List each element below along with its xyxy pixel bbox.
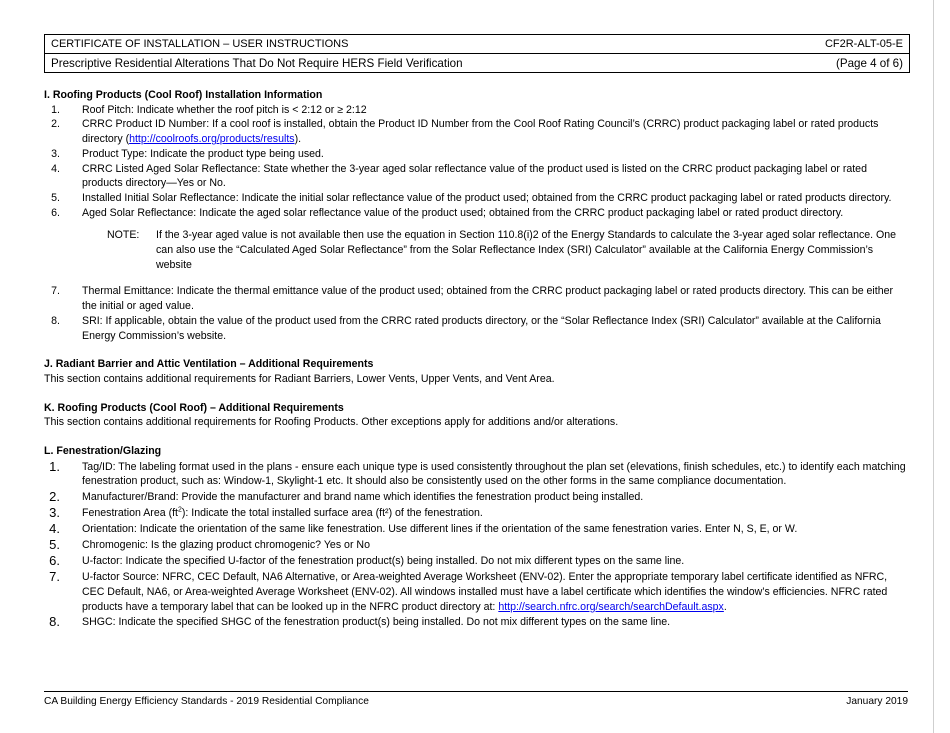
- note-text: If the 3-year aged value is not available then use the equation in Section 110.8(i)2 of the Energy Standards to calculate the 3-year aged solar reflectance. One can also use the “Calculated Aged Solar Reflectance” from the Solar Reflectance Index (SRI) Calculator” available at the California Energy Commission’s website: [156, 229, 897, 271]
- section-i-list-continued: [44, 284, 908, 343]
- coolroofs-link[interactable]: http://coolroofs.org/products/results: [129, 133, 295, 146]
- section-k-title: K. Roofing Products (Cool Roof) – Additional Requirements: [44, 401, 344, 414]
- list-item: 6. U-factor: Indicate the specified U-factor of the fenestration product(s) being installed. Do not mix different types on the same line.: [49, 553, 685, 569]
- header-title: CERTIFICATE OF INSTALLATION – USER INSTRUCTIONS: [51, 38, 349, 50]
- section-j-description: This section contains additional requirements for Radiant Barriers, Lower Vents, Upper Vents, and Vent Area.: [44, 372, 555, 385]
- list-item: 8. SRI: If applicable, obtain the value of the product used from the CRRC rated products directory, or the “Solar Reflectance Index (SRI) Calculator” available at the California Energy Commission’s website.: [51, 314, 881, 342]
- list-item: 7. U-factor Source: NFRC, CEC Default, NA6 Alternative, or Area-weighted Average Worksheet (ENV-02). Enter the appropriate temporary label certificate identified as NFRC, CEC Default, NA6, or Area-weighted Average Worksheet (ENV-02). All windows installed must have a label certificate which identifies the window’s efficiencies. NFRC rated products have a temporary label that can be looked up in the NFRC product directory at: http://search.nfrc.org/search/searchDefault.aspx.: [49, 569, 888, 613]
- list-item: 2. Manufacturer/Brand: Provide the manufacturer and brand name which identifies the fenestration product being installed.: [49, 489, 644, 505]
- list-item: 2. CRRC Product ID Number: If a cool roof is installed, obtain the Product ID Number from the Cool Roof Rating Council’s (CRRC) product packaging label or rated products directory (http://coolroofs.org/products/results).: [51, 118, 879, 146]
- section-i-title: I. Roofing Products (Cool Roof) Installation Information: [44, 89, 323, 101]
- note-label: NOTE:: [107, 229, 140, 242]
- aged-value-note: [44, 228, 908, 272]
- header-form-id: CF2R-ALT-05-E: [824, 38, 903, 50]
- section-k-description: This section contains additional requirements for Roofing Products. Other exceptions apply for additions and/or alterations.: [44, 416, 619, 429]
- list-item: 5. Chromogenic: Is the glazing product chromogenic? Yes or No: [49, 537, 370, 553]
- instructions-body: [44, 88, 908, 630]
- list-item: 3. Fenestration Area $(ft^2)$: Indicate the total installed surface area (ft²) of the fenestration.: [49, 505, 483, 521]
- header-page-number: (Page 4 of 6): [835, 57, 903, 70]
- section-l-list: [44, 459, 908, 631]
- page-footer: [44, 691, 908, 710]
- header-subtitle: Prescriptive Residential Alterations That Do Not Require HERS Field Verification: [51, 57, 463, 70]
- list-item: 7. Thermal Emittance: Indicate the thermal emittance value of the product used; obtained from the CRRC product packaging label or rated products directory. This can be either the initial or aged value.: [51, 285, 894, 313]
- form-header: [44, 34, 910, 73]
- header-row-title: [45, 35, 909, 53]
- page-edge-line: [933, 0, 934, 733]
- list-item: 1. Roof Pitch: Indicate whether the roof pitch is < 2:12 or ≥ 2:12: [51, 103, 367, 116]
- header-row-subtitle: [45, 53, 909, 72]
- list-item: 4. Orientation: Indicate the orientation of the same like fenestration. Use different lines if the orientation of the same fenestration varies. Enter N, S, E, or W.: [49, 521, 798, 537]
- list-item: 5. Installed Initial Solar Reflectance: Indicate the initial solar reflectance value of the product used; obtained from the CRRC product packaging label or rated products directory.: [51, 191, 892, 204]
- footer-date: January 2019: [846, 696, 908, 707]
- section-l-title: L. Fenestration/Glazing: [44, 445, 162, 458]
- list-item: 1. Tag/ID: The labeling format used in the plans - ensure each unique type is used consistently throughout the plan set (elevations, finish schedules, etc.) to identify each matching fenestration product, such as: Window-1, Skylight-1 etc. It should also be consistently used on the other forms in the same compliance documentation.: [49, 458, 906, 488]
- section-i-list: [44, 103, 908, 221]
- list-item: 4. CRRC Listed Aged Solar Reflectance: State whether the 3-year aged solar reflectance value of the product used is listed on the CRRC product packaging label or rated products directory—Yes or No.: [51, 162, 867, 190]
- section-j-title: J. Radiant Barrier and Attic Ventilation – Additional Requirements: [44, 358, 374, 371]
- list-item: 3. Product Type: Indicate the product type being used.: [51, 147, 324, 160]
- footer-standard: CA Building Energy Efficiency Standards - 2019 Residential Compliance: [44, 696, 369, 707]
- nfrc-directory-link[interactable]: http://search.nfrc.org/search/searchDefault.aspx: [498, 600, 724, 613]
- list-item: 8. SHGC: Indicate the specified SHGC of the fenestration product(s) being installed. Do not mix different types on the same line.: [49, 614, 671, 630]
- list-item: 6. Aged Solar Reflectance: Indicate the aged solar reflectance value of the product used; obtained from the CRRC product packaging label or rated product directory.: [51, 206, 844, 219]
